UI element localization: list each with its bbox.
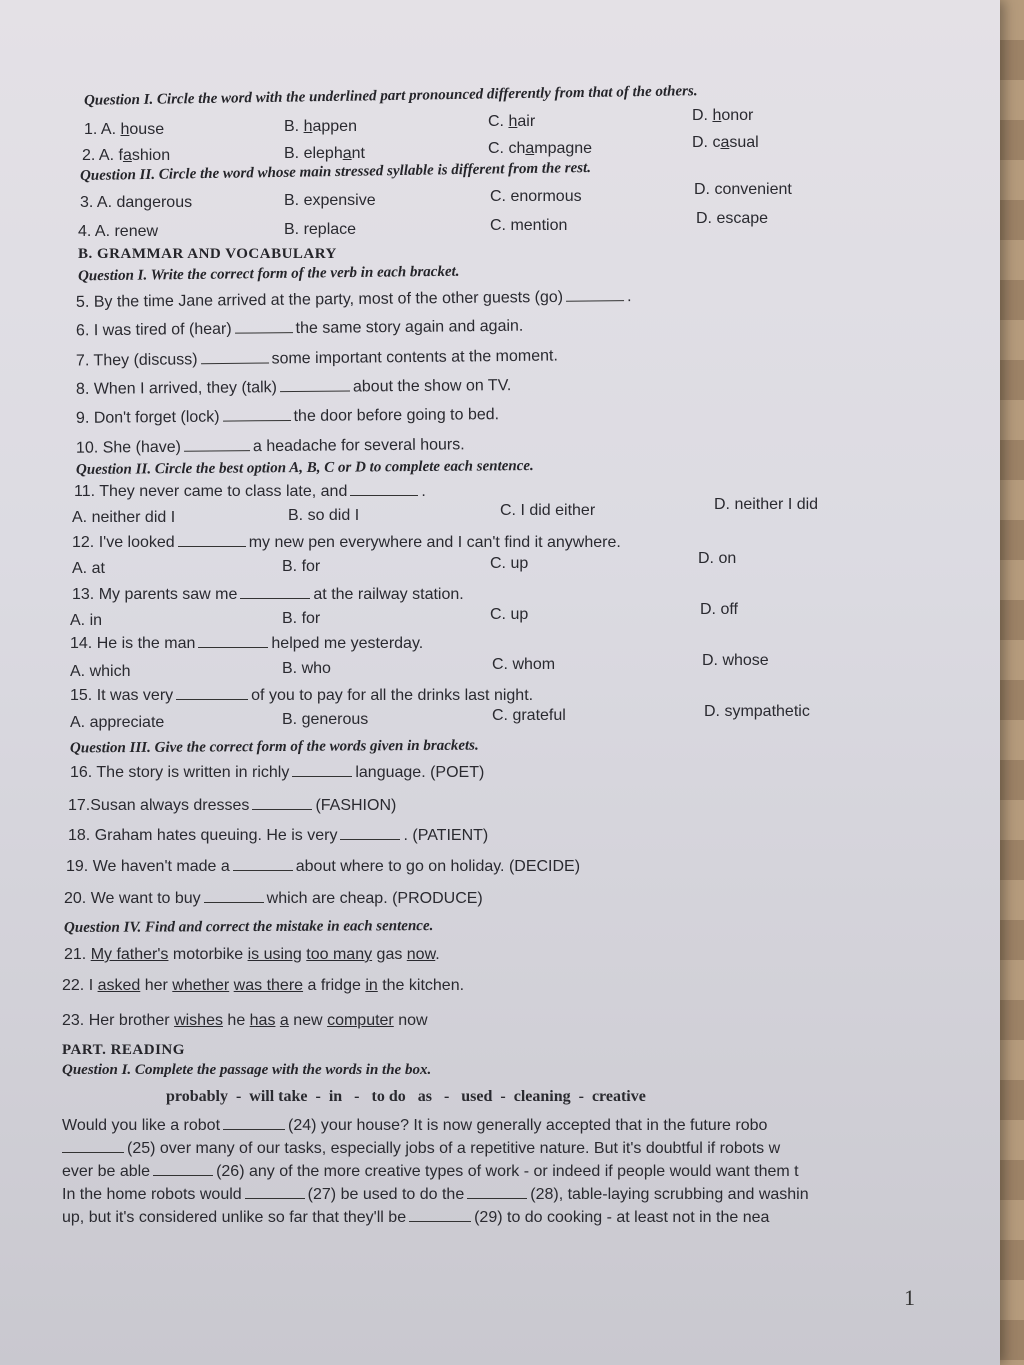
wordform-19: 19. We haven't made a about where to go on holiday. (DECIDE) — [66, 858, 581, 875]
mistake-22: 22. I asked her whether was there a fridge in the kitchen. — [62, 977, 465, 994]
section-heading: B. GRAMMAR AND VOCABULARY — [78, 246, 337, 262]
page-number: 1 — [904, 1285, 915, 1310]
verb-item-7: 7. They (discuss) some important contents at the moment. — [75, 347, 558, 370]
mcq-option: D. sympathetic — [704, 703, 810, 720]
mistake-23: 23. Her brother wishes he has a new computer now — [62, 1012, 428, 1029]
mcq-option: D. on — [698, 550, 737, 567]
question-title: Question I. Complete the passage with the words in the box. — [62, 1062, 432, 1078]
wordform-20: 20. We want to buy which are cheap. (PRODUCE) — [64, 890, 483, 907]
question-title: Question II. Circle the best option A, B, C or D to complete each sentence. — [75, 458, 534, 478]
passage-line-1: Would you like a robot (24) your house? It is now generally accepted that in the future robo — [62, 1117, 768, 1134]
mcq-option: D. neither I did — [714, 496, 819, 513]
mcq-stem-14: 14. He is the man helped me yesterday. — [70, 635, 424, 652]
wordform-16: 16. The story is written in richly language. (POET) — [70, 764, 485, 781]
mcq-stem-11: 11. They never came to class late, and . — [74, 483, 426, 500]
question-title: Question I. Write the correct form of the verb in each bracket. — [77, 263, 460, 285]
mcq-option: A. which — [70, 663, 131, 680]
question-title: Question II. Circle the word whose main stressed syllable is different from the rest. — [79, 159, 592, 185]
mcq-option: C. up — [490, 606, 529, 623]
section-heading: PART. READING — [62, 1042, 185, 1058]
mcq-option: C. grateful — [492, 707, 566, 724]
mcq-option: C. whom — [492, 656, 556, 673]
word-box: probably - will take - in - to do as - used - cleaning - creative — [166, 1088, 646, 1105]
mcq-option: B. so did I — [288, 507, 360, 524]
mcq-stem-15: 15. It was very of you to pay for all the drinks last night. — [70, 687, 534, 704]
mcq-option: C. up — [490, 555, 529, 572]
mcq-option: A. appreciate — [70, 714, 165, 731]
verb-item-9: 9. Don't forget (lock) the door before going to bed. — [75, 406, 500, 427]
mcq-option: C. I did either — [500, 502, 596, 519]
mcq-option: B. for — [282, 558, 321, 575]
verb-item-6: 6. I was tired of (hear) the same story again and again. — [75, 317, 524, 340]
passage-line-4: In the home robots would (27) be used to do the (28), table-laying scrubbing and washin — [62, 1186, 809, 1203]
wordform-18: 18. Graham hates queuing. He is very . (PATIENT) — [68, 827, 489, 844]
mcq-stem-13: 13. My parents saw me at the railway station. — [72, 586, 464, 603]
worksheet-page: Question I. Circle the word with the underlined part pronounced differently from that of the others. 1. A. house B. happen C. hair D. honor 2. A. fashion B. elephant C. champagne D. casual Question II. Circle the word whose main stressed syllable is different from the rest. 3. A. dangerous B. expensive C. enormous D. convenient 4. A. renew B. replace C. mention D. escape B. GRAMMAR AND VOCABULARY Question I. Write the correct form of the verb in each bracket. 5. By the time Jane arrived at the party, most of the other guests (go) . 6. I was tired of (hear) the same story again and again. 7. They (discuss) some important contents at the moment. 8. When I arrived, they (talk) about the show on TV. 9. Don't forget (lock) the door before going to bed. 10. She (have) a headache for several hours. Question II. Circle the best option A, B, C or D to complete each sentence. 11. They never came to class late, and . A. neither did I B. so did I C. I did either D. neither I did 12. I've looked my new pen everywhere and I can't find it anywhere. A. at B. for C. up D. on 13. My parents saw me at the railway station. A. in B. for C. up D. off 14. He is the man helped me yesterday. A. which B. who C. whom D. whose 15. It was very of you to pay for all the drinks last night. A. appreciate B. generous C. grateful D. sympathetic Question III. Give the correct form of the words given in brackets. 16. The story is written in richly language. (POET) 17.Susan always dresses (FASHION) 18. Graham hates queuing. He is very . (PATIENT) 19. We haven't made a about where to go on holiday. (DECIDE) 20. We want to buy which are cheap. (PRODUCE) Question IV. Find and correct the mistake in each sentence. 21. My father's motorbike is using too many gas now. 22. I asked her whether was there a fridge in the kitchen. 23. Her brother wishes he has a new computer now PART. READING Question I. Complete the passage with the words in the box. probably - will take - in - to do as - used - cleaning - creative Would you like a robot (24) your house? It is now generally accepted that in the future robo (25) over many of our tasks, especially jobs of a repetitive nature. But it's doubtful if robots w ever be able (26) any of the more creative types of work - or indeed if people would want them t In the home robots would (27) be used to do the (28), table-laying scrubbing and washin up, but it's considered unlike so far that they'll be (29) to do cooking - at least not in the nea 1 — [0, 0, 1000, 1365]
mcq-option: B. who — [282, 660, 331, 677]
mcq-option: A. in — [70, 612, 103, 629]
verb-item-8: 8. When I arrived, they (talk) about the show on TV. — [75, 377, 512, 398]
verb-item-5: 5. By the time Jane arrived at the party, most of the other guests (go) . — [75, 288, 632, 311]
mcq-option: B. for — [282, 610, 321, 627]
mcq-option: B. generous — [282, 711, 369, 728]
mcq-option: A. at — [72, 560, 105, 577]
passage-line-2: (25) over many of our tasks, especially jobs of a repetitive nature. But it's doubtful if robots w — [62, 1138, 780, 1159]
mcq-option: A. neither did I — [72, 509, 176, 526]
mistake-21: 21. My father's motorbike is using too many gas now. — [64, 946, 440, 963]
wordform-17: 17.Susan always dresses (FASHION) — [68, 797, 397, 814]
mcq-option: D. whose — [702, 652, 769, 669]
mcq-option: D. off — [700, 601, 738, 618]
mcq-stem-12: 12. I've looked my new pen everywhere and I can't find it anywhere. — [72, 534, 621, 551]
passage-line-5: up, but it's considered unlike so far that they'll be (29) to do cooking - at least not in the nea — [62, 1209, 770, 1226]
passage-line-3: ever be able (26) any of the more creative types of work - or indeed if people would want them t — [62, 1163, 799, 1180]
verb-item-10: 10. She (have) a headache for several hours. — [75, 436, 465, 457]
question-title: Question IV. Find and correct the mistake in each sentence. — [63, 918, 434, 936]
question-title: Question I. Circle the word with the underlined part pronounced differently from that of the others. — [83, 83, 698, 109]
question-title: Question III. Give the correct form of the words given in brackets. — [69, 737, 479, 757]
